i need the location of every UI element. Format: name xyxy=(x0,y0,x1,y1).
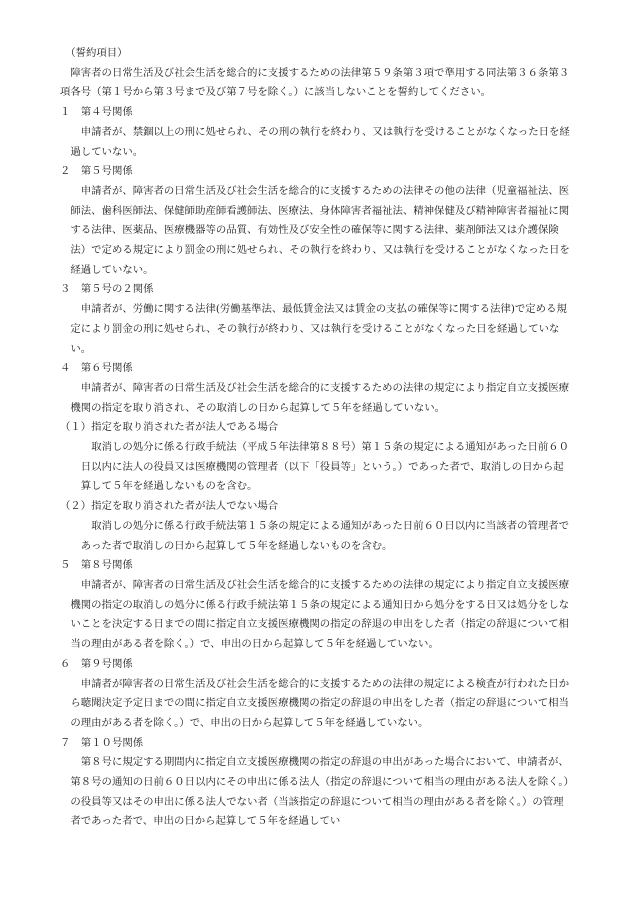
item-4-sub-2-body: 取消しの処分に係る行政手続法第１５条の規定による通知があった日前６０日以内に当該者の管理者であった者で取消しの日から起算して５年を経過しないものを含む。 xyxy=(80,519,570,552)
item-3-heading: ３ 第５号の２関係 xyxy=(60,283,154,296)
item-1-heading: １ 第４号関係 xyxy=(60,106,133,119)
intro-paragraph: 障害者の日常生活及び社会生活を総合的に支援するための法律第５９条第３項で準用する同法第３６条第３項各号（第１号から第３号まで及び第７号を除く。）に該当しないことを誓約してください。 xyxy=(60,66,570,99)
item-4-sub-1-body: 取消しの処分に係る行政手続法（平成５年法律第８８号）第１５条の規定による通知があった日前６０日以内に法人の役員又は医療機関の管理者（以下「役員等」という。）であった者で、取消しの日から起算して５年を経過しないものを含む。 xyxy=(80,441,570,493)
item-2-heading: ２ 第５号関係 xyxy=(60,165,133,178)
item-6-body: 申請者が障害者の日常生活及び社会生活を総合的に支援するための法律の規定による検査が行われた日から聴聞決定予定日までの間に指定自立支援医療機関の指定の辞退の申出をした者（指定の辞退について相当の理由がある者を除く。）で、申出の日から起算して５年を経過していない。 xyxy=(70,677,570,729)
item-4-sub-1-heading: （１）指定を取り消された者が法人である場合 xyxy=(60,421,279,434)
item-4-sub-2-heading: （２）指定を取り消された者が法人でない場合 xyxy=(60,500,279,513)
item-3-body: 申請者が、労働に関する法律(労働基準法、最低賃金法又は賃金の支払の確保等に関する法律)で定める規定により罰金の刑に処せられ、その執行が終わり、又は執行を受けることがなくなった日を経過していない。 xyxy=(70,303,567,355)
item-7-body: 第８号に規定する期間内に指定自立支援医療機関の指定の辞退の申出があった場合において、申請者が、第８号の通知の日前６０日以内にその申出に係る法人（指定の辞退について相当の理由がある法人を除く。）の役員等又はその申出に係る法人でない者（当該指定の辞退について相当の理由がある者を除く。）の管理者であった者で、申出の日から起算して５年を経過してい xyxy=(70,756,569,828)
item-5-heading: ５ 第８号関係 xyxy=(60,559,133,572)
item-5-body: 申請者が、障害者の日常生活及び社会生活を総合的に支援するための法律の規定により指定自立支援医療機関の指定の取消しの処分に係る行政手続法第１５条の規定による通知日から処分をする日又は処分をしないことを決定する日までの間に指定自立支援医療機関の指定の辞退の申出をした者（指定の辞退について相当の理由がある者を除く。）で、申出の日から起算して５年を経過していない。 xyxy=(70,578,570,651)
item-6-heading: ６ 第９号関係 xyxy=(60,657,133,670)
item-4-body: 申請者が、障害者の日常生活及び社会生活を総合的に支援するための法律の規定により指定自立支援医療機関の指定を取り消され、その取消しの日から起算して５年を経過していない。 xyxy=(70,381,570,414)
item-4-heading: ４ 第６号関係 xyxy=(60,362,133,375)
item-2-body: 申請者が、障害者の日常生活及び社会生活を総合的に支援するための法律その他の法律（児童福祉法、医師法、歯科医師法、保健師助産師看護師法、医療法、身体障害者福祉法、精神保健及び精神障害者福祉に関する法律、医薬品、医療機器等の品質、有効性及び安全性の確保等に関する法律、薬剤師法又は介護保険法）で定める規定により罰金の刑に処せられ、その執行を終わり、又は執行を受けることがなくなった日を経過していない。 xyxy=(70,184,570,276)
item-1-body: 申請者が、禁錮以上の刑に処せられ、その刑の執行を終わり、又は執行を受けることがなくなった日を経過していない。 xyxy=(70,125,570,158)
item-7-heading: ７ 第１０号関係 xyxy=(60,736,144,749)
document-title: （誓約項目） xyxy=(65,47,128,59)
